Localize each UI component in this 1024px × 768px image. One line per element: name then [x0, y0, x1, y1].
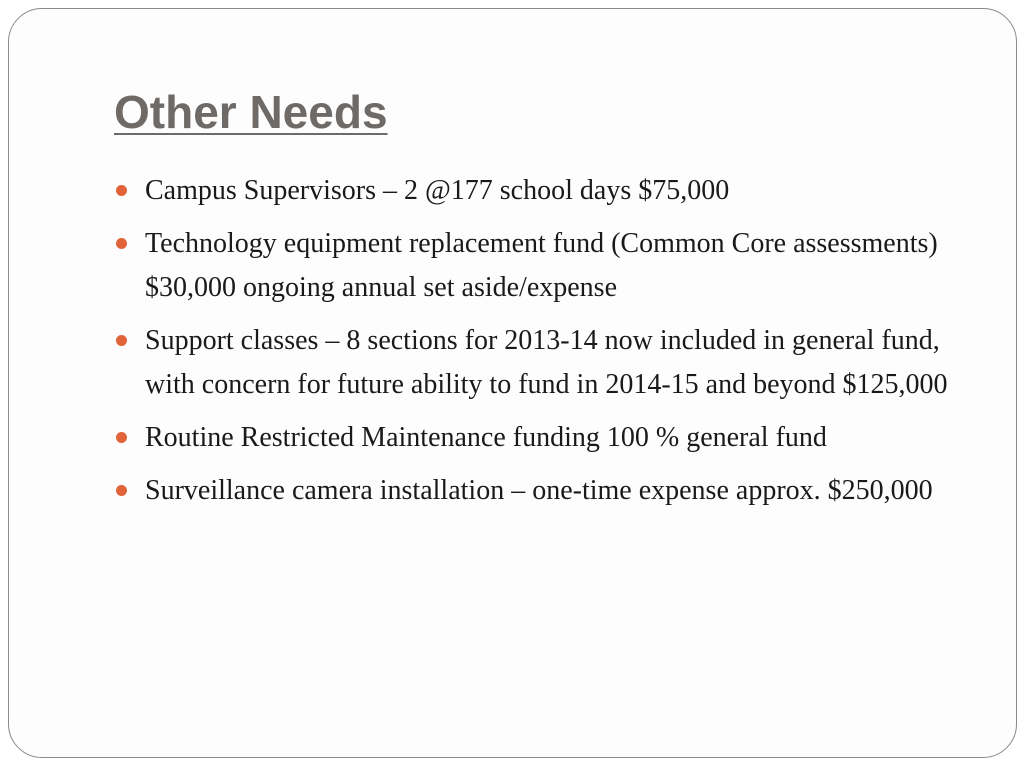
bullet-dot-icon	[116, 238, 127, 249]
bullet-item-technology-fund	[112, 222, 992, 310]
bullet-text: Technology equipment replacement fund (Common Core assessments) $30,000 ongoing annual set aside/expense	[145, 228, 938, 303]
bullet-dot-icon	[116, 485, 127, 496]
bullet-item-maintenance-funding	[112, 416, 992, 460]
bullet-list	[112, 169, 992, 522]
bullet-text: Support classes – 8 sections for 2013-14 now included in general fund, with concern for future ability to fund in 2014-15 and beyond $125,000	[145, 325, 948, 400]
bullet-text: Campus Supervisors – 2 @177 school days $75,000	[145, 175, 730, 206]
bullet-item-support-classes	[112, 319, 992, 407]
bullet-text: Routine Restricted Maintenance funding 100 % general fund	[145, 422, 827, 453]
slide-title: Other Needs	[114, 86, 388, 138]
bullet-item-surveillance-camera	[112, 469, 992, 513]
slide-frame	[8, 8, 1017, 758]
bullet-dot-icon	[116, 432, 127, 443]
bullet-text: Surveillance camera installation – one-time expense approx. $250,000	[145, 475, 933, 506]
bullet-dot-icon	[116, 185, 127, 196]
bullet-dot-icon	[116, 335, 127, 346]
bullet-item-campus-supervisors	[112, 169, 992, 213]
